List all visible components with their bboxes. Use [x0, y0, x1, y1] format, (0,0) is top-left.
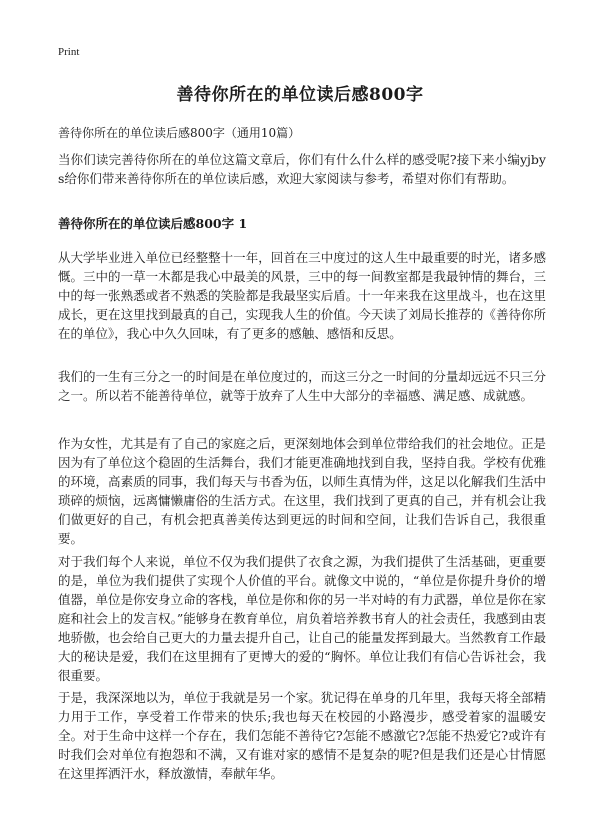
print-label[interactable]: Print — [58, 46, 80, 58]
body-paragraph-4: 对于我们每个人来说，单位不仅为我们提供了衣食之源，为我们提供了生活基础，更重要的是，单位为我们提供了实现个人价值的平台。就像文中说的，“单位是你提升身价的增值器，单位是你安身立命的客栈，单位是你和你的另一半对峙的有力武器，单位是你在家庭和社会上的发言权。”能够身在教育单位，肩负着培养教书育人的社会责任，我感到由衷地骄傲，也会给自己更大的力量去提升自己，让自己的能量发挥到最大。当然教育工作最大的秘诀是爱，我们在这里拥有了更博大的爱的“胸怀。单位让我们有信心告诉社会，我很重要。 — [58, 554, 546, 683]
article-subtitle: 善待你所在的单位读后感800字（通用10篇） — [58, 126, 301, 140]
body-paragraph-5: 于是，我深深地以为，单位于我就是另一个家。犹记得在单身的几年里，我每天将全部精力用于工作，享受着工作带来的快乐;我也每天在校园的小路漫步，感受着家的温暖安全。对于生命中这样一个存在，我们怎能不善待它?怎能不感激它?怎能不热爱它?或许有时我们会对单位有抱怨和不满，又有谁对家的感情不是复杂的呢?但是我们还是心甘情愿在这里挥洒汗水，释放激情，奉献年华。 — [58, 690, 546, 781]
body-paragraph-1: 从大学毕业进入单位已经整整十一年，回首在三中度过的这人生中最重要的时光，诸多感慨。三中的一草一木都是我心中最美的风景，三中的每一间教室都是我最钟情的舞台，三中的每一张熟悉或者不熟悉的笑脸都是我最坚实后盾。十一年来我在这里战斗，也在这里成长，更在这里找到最真的自己，实现我人生的价值。今天读了刘局长推荐的《善待你所在的单位》，我心中久久回味，有了更多的感触、感悟和反思。 — [58, 250, 546, 341]
body-paragraph-2: 我们的一生有三分之一的时间是在单位度过的，而这三分之一时间的分量却远远不只三分之一。所以若不能善待单位，就等于放弃了人生中大部分的幸福感、满足感、成就感。 — [58, 369, 546, 403]
page-title: 善待你所在的单位读后感800字 — [176, 85, 424, 105]
body-paragraph-3: 作为女性，尤其是有了自己的家庭之后，更深刻地体会到单位带给我们的社会地位。正是因为有了单位这个稳固的生活舞台，我们才能更准确地找到自我，坚持自我。学校有优雅的环境，高素质的同事，我们每天与书香为伍，以师生真情为伴，这足以化解我们生活中琐碎的烦恼，远离慵懒庸俗的生活方式。在这里，我们找到了更真的自己，并有机会让我们做更好的自己，有机会把真善美传达到更远的时间和空间，让我们告诉自己，我很重要。 — [58, 436, 546, 546]
intro-paragraph: 当你们读完善待你所在的单位这篇文章后，你们有什么什么样的感受呢?接下来小编yjbys给你们带来善待你所在的单位读后感，欢迎大家阅读与参考，希望对你们有帮助。 — [58, 152, 546, 186]
section-heading: 善待你所在的单位读后感800字 1 — [58, 216, 248, 231]
